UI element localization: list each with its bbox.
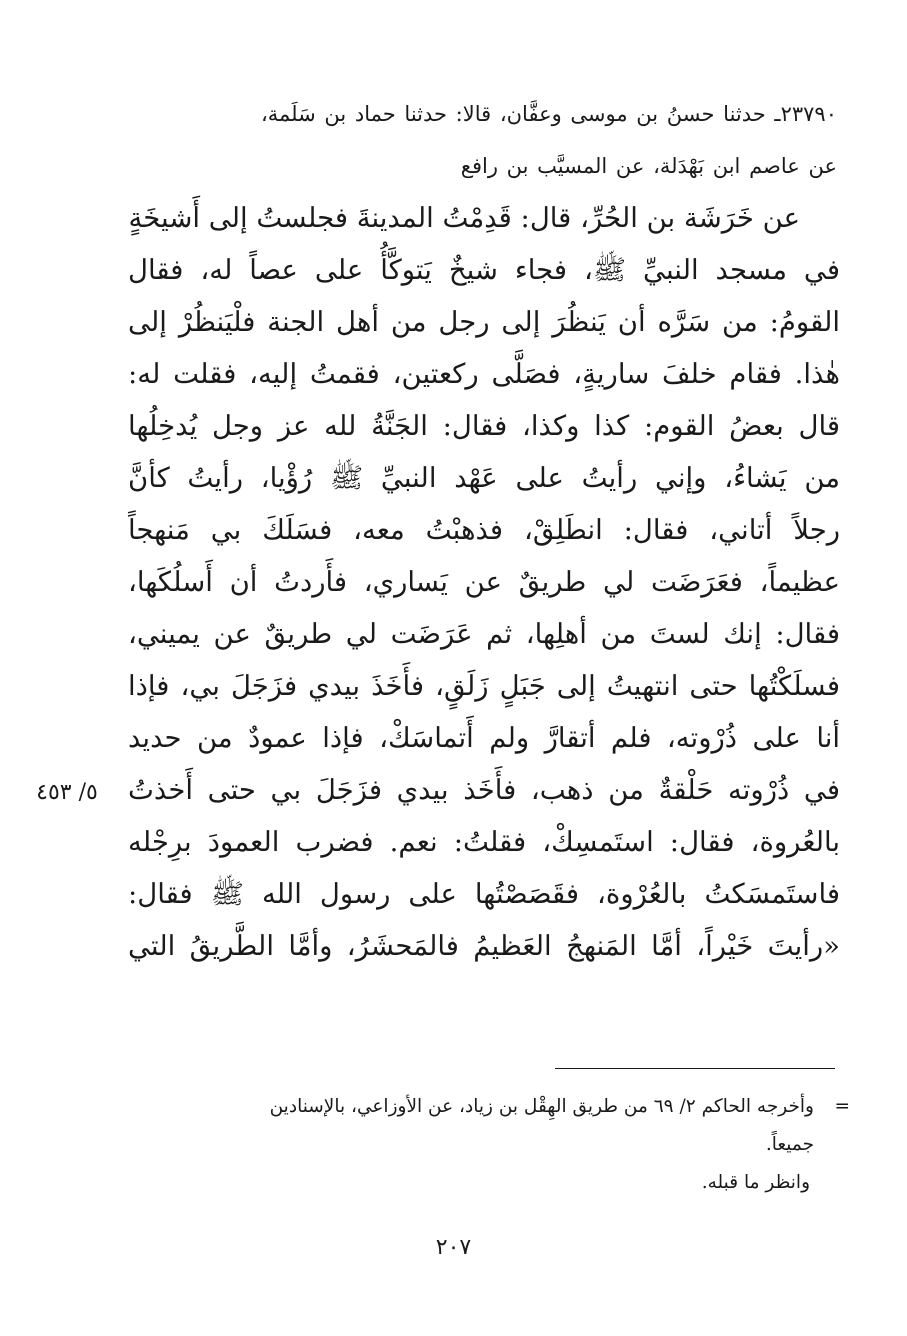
footnote-text: جميعاً.: [765, 1134, 814, 1155]
hadith-isnad: [125, 88, 837, 192]
matn-line: عظيماً، فعَرَضَت لي طريقٌ عن يَساري، فأَردتُ أن أَسلُكَها،: [128, 566, 840, 598]
matn-line: رجلاً أتاني، فقال: انطَلِقْ، فذهبْتُ معه، فسَلَكَ بي مَنهجاً: [128, 514, 840, 546]
matn-line: فسلَكْتُها حتى انتهيتُ إلى جَبَلٍ زَلَقٍ، فأَخَذَ بيدي فزَجَلَ بي، فإذا: [128, 670, 840, 702]
isnad-line: عن عاصم ابن بَهْدَلة، عن المسيَّب بن رافع: [460, 154, 837, 178]
matn-line: هٰذا. فقام خلفَ ساريةٍ، فصَلَّى ركعتين، فقمتُ إليه، فقلت له:: [128, 358, 840, 390]
footnote-line: [140, 1126, 850, 1164]
matn-line: من يَشاءُ، وإني رأيتُ على عَهْد النبيِّ ﷺ رُؤْيا، رأيتُ كأنَّ: [128, 462, 840, 494]
matn-line: فقال: إنك لستَ من أهلِها، ثم عَرَضَت لي طريقٌ عن يميني،: [128, 618, 840, 650]
matn-line: فاستَمسَكتُ بالعُرْوة، فقَصَصْتُها على رسول الله ﷺ فقال:: [128, 878, 840, 910]
matn-line: «رأيتَ خَيْراً، أمَّا المَنهجُ العَظيمُ فالمَحشَرُ، وأمَّا الطَّريقُ التي: [128, 930, 840, 962]
hadith-matn: [128, 192, 840, 972]
continuation-marker: =: [834, 1096, 850, 1117]
footnote-text: وأخرجه الحاكم ٢/ ٦٩ من طريق الهِقْل بن زياد، عن الأوزاعي، بالإسنادين: [269, 1096, 814, 1117]
isnad-line: ٢٣٧٩٠ـ حدثنا حسنُ بن موسى وعفَّان، قالا: حدثنا حماد بن سَلَمة،: [260, 102, 837, 126]
matn-line: في مسجد النبيِّ ﷺ، فجاء شيخٌ يَتوكَّأُ على عصاً له، فقال: [128, 254, 840, 286]
footnotes: [140, 1088, 850, 1202]
footnote-separator: [555, 1068, 835, 1069]
matn-line: في ذُرْوته حَلْقةٌ من ذهب، فأَخَذ بيدي فزَجَلَ بي حتى أَخذتُ: [128, 774, 840, 806]
footnote-line: [140, 1088, 850, 1126]
matn-line: القومُ: من سَرَّه أن يَنظُرَ إلى رجل من أهل الجنة فلْيَنظُرْ إلى: [128, 306, 840, 338]
matn-line: بالعُروة، فقال: استَمسِكْ، فقلتُ: نعم. فضرب العمودَ برِجْله: [128, 826, 840, 858]
matn-line: أنا على ذُرْوته، فلم أتقارَّ ولم أَتماسَكْ، فإذا عمودٌ من حديد: [128, 722, 840, 754]
footnote-line: وانظر ما قبله.: [701, 1172, 810, 1193]
matn-line: عن خَرَشَة بن الحُرِّ، قال: قَدِمْتُ المدينةَ فجلستُ إلى أَشيخَةٍ: [128, 202, 800, 234]
matn-line: قال بعضُ القوم: كذا وكذا، فقال: الجَنَّةُ لله عز وجل يُدخِلُها: [128, 410, 840, 442]
page-number: ٢٠٧: [435, 1235, 472, 1260]
margin-volume-page-reference: ٥/ ٤٥٣: [36, 780, 98, 805]
